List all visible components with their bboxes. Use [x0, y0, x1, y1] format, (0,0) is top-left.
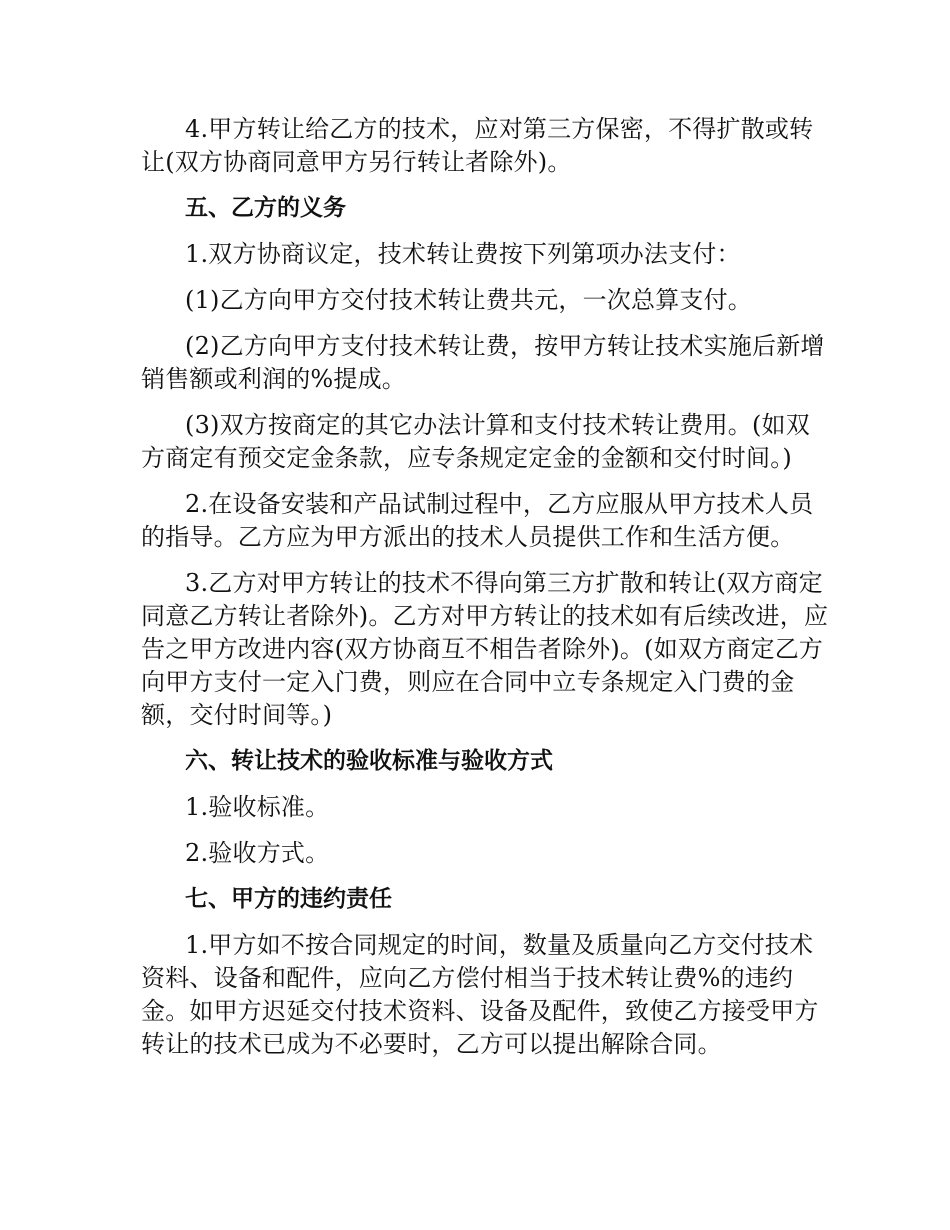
paragraph-breach-penalty: 1.甲方如不按合同规定的时间，数量及质量向乙方交付技术资料、设备和配件，应向乙方偿付相当于技术转让费%的违约金。如甲方迟延交付技术资料、设备及配件，致使乙方接受甲方转让的技术已成为不必要时，乙方可以提出解除合同。: [141, 931, 819, 1058]
paragraph-payment-methods: 1.双方协商议定，技术转让费按下列第项办法支付：: [185, 240, 741, 268]
paragraph-payment-option-1: (1)乙方向甲方交付技术转让费共元，一次总算支付。: [185, 286, 752, 314]
section-heading-party-b-obligations: 五、乙方的义务: [185, 195, 346, 221]
paragraph-acceptance-standard: 1.验收标准。: [185, 793, 330, 821]
paragraph-payment-option-3: (3)双方按商定的其它办法计算和支付技术转让费用。(如双方商定有预交定金条款，应专条规定定金的金额和交付时间。): [141, 411, 810, 472]
section-heading-party-a-liability: 七、甲方的违约责任: [185, 886, 392, 912]
paragraph-payment-option-2: (2)乙方向甲方支付技术转让费，按甲方转让技术实施后新增销售额或利润的%提成。: [141, 332, 825, 393]
section-heading-acceptance: 六、转让技术的验收标准与验收方式: [185, 748, 553, 774]
paragraph-installation-guidance: 2.在设备安装和产品试制过程中，乙方应服从甲方技术人员的指导。乙方应为甲方派出的技术人员提供工作和生活方便。: [141, 490, 814, 551]
paragraph-no-transfer: 3.乙方对甲方转让的技术不得向第三方扩散和转让(双方商定同意乙方转让者除外)。乙方对甲方转让的技术如有后续改进，应告之甲方改进内容(双方协商互不相告者除外)。(如双方商定乙方向甲方支付一定入门费，则应在合同中立专条规定入门费的金额，交付时间等。): [141, 569, 829, 729]
paragraph-confidentiality: 4.甲方转让给乙方的技术，应对第三方保密，不得扩散或转让(双方协商同意甲方另行转让者除外)。: [141, 115, 814, 176]
document-body: [141, 113, 831, 1074]
paragraph-acceptance-method: 2.验收方式。: [185, 839, 330, 867]
